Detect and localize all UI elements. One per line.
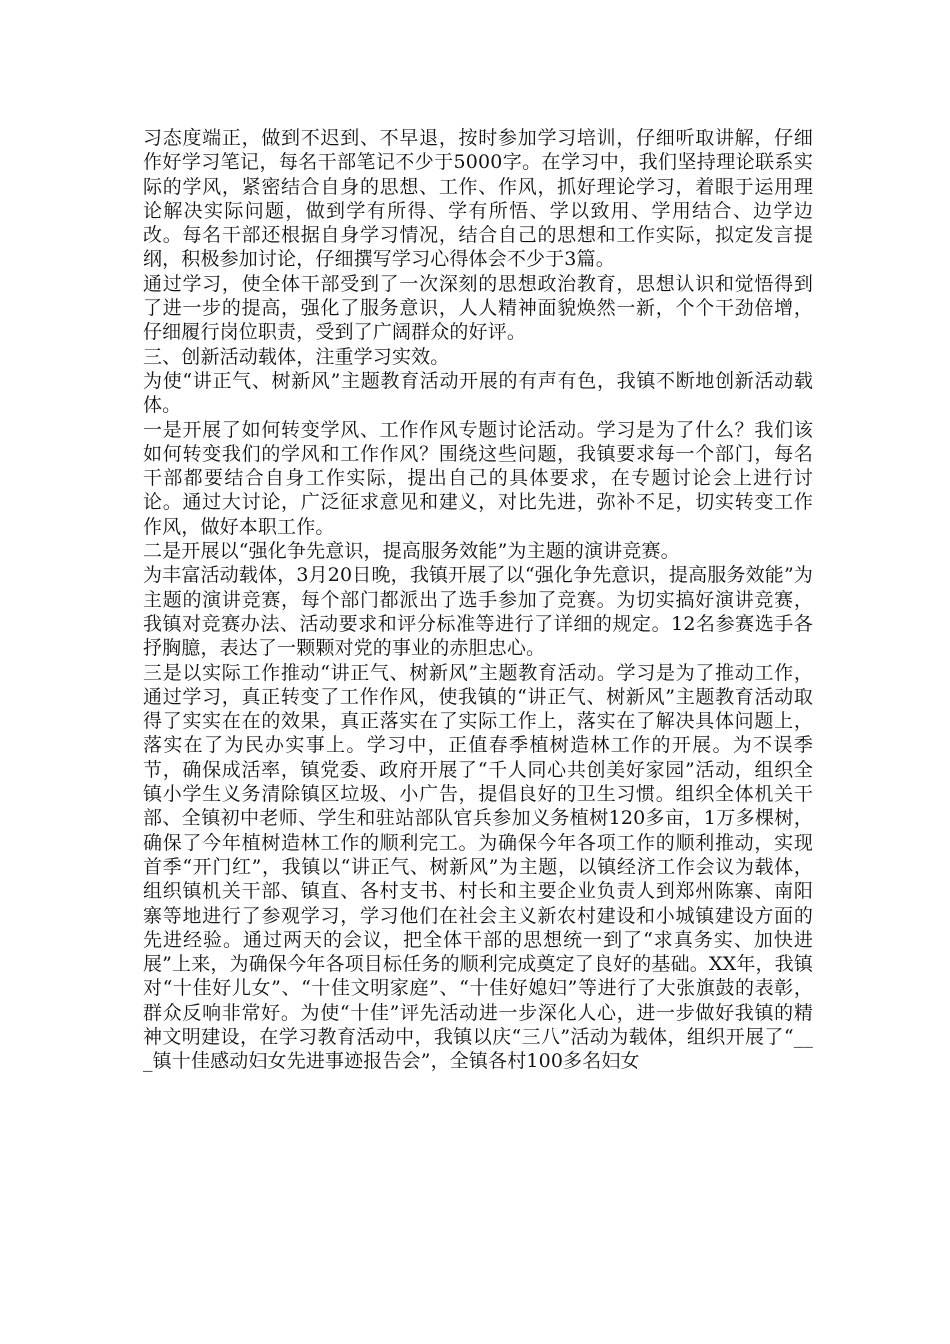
paragraph-speech-contest-heading: 二是开展以“强化争先意识，提高服务效能”为主题的演讲竞赛。 xyxy=(143,540,680,563)
paragraph-practical-work: 三是以实际工作推动“讲正气、树新风”主题教育活动。学习是为了推动工作，通过学习，真正转变了工作作风，使我镇的“讲正气、树新风”主题教育活动取得了实实在在的效果，真正落实在了实际工作上，落实在了解决具体问题上，落实在了为民办实事上。学习中，正值春季植树造林工作的开展。为不误季节，确保成活率，镇党委、政府开展了“千人同心共创美好家园”活动，组织全镇小学生义务清除镇区垃圾、小广告，提倡良好的卫生习惯。组织全体机关干部、全镇初中老师、学生和驻站部队官兵参加义务植树120多亩，1万多棵树，确保了今年植树造林工作的顺利完工。为确保今年各项工作的顺利推动，实现首季“开门红”，我镇以“讲正气、树新风”为主题，以镇经济工作会议为载体，组织镇机关干部、镇直、各村支书、村长和主要企业负责人到郑州陈寨、南阳寨等地进行了参观学习，学习他们在社会主义新农村建设和小城镇建设方面的先进经验。通过两天的会议，把全体干部的思想统一到了“求真务实、加快进展”上来，为确保今年各项目标任务的顺利完成奠定了良好的基础。XX年，我镇对“十佳好儿女”、“十佳文明家庭”、“十佳好媳妇”等进行了大张旗鼓的表彰，群众反响非常好。为使“十佳”评先活动进一步深化人心，进一步做好我镇的精神文明建设，在学习教育活动中，我镇以庆“三八”活动为载体，组织开展了“___镇十佳感动妇女先进事迹报告会”，全镇各村100多名妇女 xyxy=(143,661,813,1073)
paragraph-study-results: 通过学习，使全体干部受到了一次深刻的思想政治教育，思想认识和觉悟得到了进一步的提高，强化了服务意识，人人精神面貌焕然一新，个个干劲倍增，仔细履行岗位职责，受到了广阔群众的好评。 xyxy=(143,272,813,344)
section-heading-3: 三、创新活动载体，注重学习实效。 xyxy=(143,345,450,368)
paragraph-study-attitude: 习态度端正，做到不迟到、不早退，按时参加学习培训，仔细听取讲解，仔细作好学习笔记，每名干部笔记不少于5000字。在学习中，我们坚持理论联系实际的学风，紧密结合自身的思想、工作、作风，抓好理论学习，着眼于运用理论解决实际问题，做到学有所得、学有所悟、学以致用、学用结合、边学边改。每名干部还根据自身学习情况，结合自己的思想和工作实际，拟定发言提纲，积极参加讨论，仔细撰写学习心得体会不少于3篇。 xyxy=(143,127,813,271)
document-body xyxy=(143,126,813,1074)
paragraph-innovation-intro: 为使“讲正气、树新风”主题教育活动开展的有声有色，我镇不断地创新活动载体。 xyxy=(143,369,813,417)
paragraph-speech-contest: 为丰富活动载体，3月20日晚，我镇开展了以“强化争先意识，提高服务效能”为主题的演讲竞赛，每个部门都派出了选手参加了竞赛。为切实搞好演讲竞赛，我镇对竞赛办法、活动要求和评分标准等进行了详细的规定。12名参赛选手各抒胸臆，表达了一颗颗对党的事业的赤胆忠心。 xyxy=(143,564,813,660)
paragraph-discussion-activity: 一是开展了如何转变学风、工作作风专题讨论活动。学习是为了什么？我们该如何转变我们的学风和工作作风？围绕这些问题，我镇要求每一个部门，每名干部都要结合自身工作实际，提出自己的具体要求，在专题讨论会上进行讨论。通过大讨论，广泛征求意见和建义，对比先进，弥补不足，切实转变工作作风，做好本职工作。 xyxy=(143,418,813,538)
